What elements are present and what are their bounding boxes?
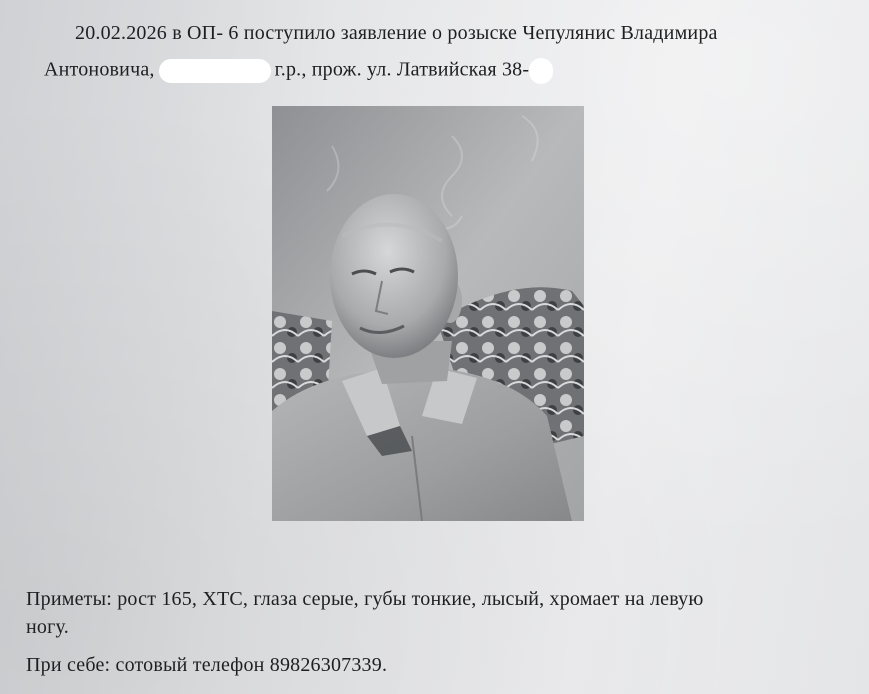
features-line-2: ногу. [26, 616, 69, 638]
notice-line-1: 20.02.2026 в ОП- 6 поступило заявление о розыске Чепулянис Владимира [75, 22, 718, 44]
patronymic-text: Антоновича, [44, 58, 155, 81]
features-line-1: Приметы: рост 165, ХТС, глаза серые, губы тонкие, лысый, хромает на левую [26, 588, 704, 610]
address-text: г.р., прож. ул. Латвийская 38- [274, 58, 530, 81]
portrait-illustration [272, 106, 584, 521]
belongings-line: При себе: сотовый телефон 89826307339. [26, 654, 388, 676]
missing-person-photo [272, 106, 584, 521]
redacted-apartment-number [529, 58, 553, 84]
notice-line-2 [44, 58, 553, 84]
redacted-birth-year [159, 59, 271, 83]
